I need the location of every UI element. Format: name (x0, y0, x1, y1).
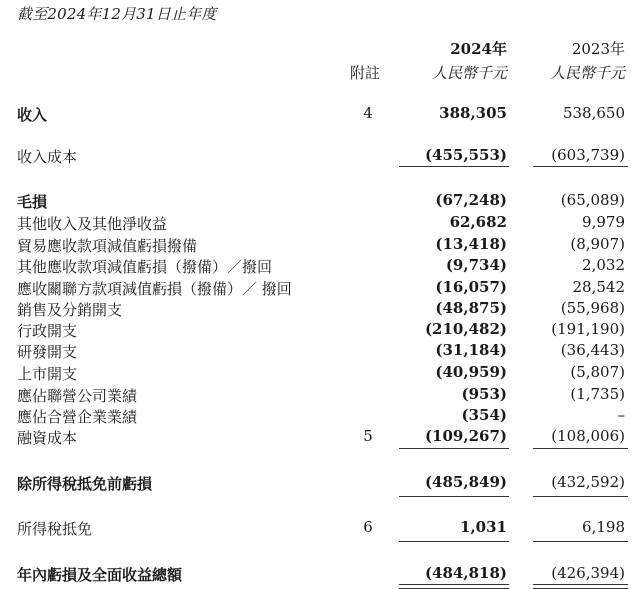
value-2024: 1,031 (460, 518, 507, 536)
col-2023-unit: 人民幣千元 (549, 64, 625, 82)
value-2023: 6,198 (582, 518, 625, 536)
underline-2024 (399, 496, 509, 497)
col-2024-year: 2024年 (450, 40, 507, 58)
col-2024-unit: 人民幣千元 (431, 64, 507, 82)
row-label: 所得稅抵免 (17, 520, 93, 538)
row-related-party-impairment (0, 278, 640, 300)
underline-2023 (533, 541, 628, 542)
row-label: 毛損 (17, 193, 48, 211)
underline-2023 (533, 166, 628, 167)
row-label: 銷售及分銷開支 (17, 301, 123, 319)
value-2023: (603,739) (551, 146, 625, 164)
row-listing-expenses (0, 363, 640, 385)
row-label: 應收關聯方款項減值虧損（撥備）／ 撥回 (17, 280, 292, 298)
value-2023: (1,735) (570, 385, 625, 403)
value-2024: (9,734) (445, 256, 507, 274)
row-loss-before-tax (0, 473, 640, 495)
value-2024: (953) (461, 385, 507, 403)
double-underline-2023 (533, 584, 628, 589)
row-admin-expenses (0, 320, 640, 342)
double-underline-2024 (399, 584, 509, 589)
row-label: 貿易應收款項減值虧損撥備 (17, 237, 198, 255)
row-gross-loss (0, 191, 640, 213)
underline-2024 (399, 541, 509, 542)
value-2024: (40,959) (435, 363, 507, 381)
row-label: 應佔合營企業業績 (17, 408, 138, 426)
note-column-header: 附註 (350, 64, 381, 82)
row-label: 年內虧損及全面收益總額 (17, 566, 183, 584)
value-2024: (16,057) (435, 278, 507, 296)
row-revenue (0, 104, 640, 126)
row-share-of-associates (0, 385, 640, 407)
value-2023: (36,443) (560, 341, 625, 359)
row-note: 5 (363, 427, 373, 445)
underline-2024 (399, 166, 509, 167)
row-label: 研發開支 (17, 343, 78, 361)
row-other-income (0, 213, 640, 235)
underline-2024 (399, 448, 509, 449)
row-label: 融資成本 (17, 429, 78, 447)
row-label: 收入成本 (17, 148, 78, 166)
row-note: 4 (363, 104, 373, 122)
row-note: 6 (363, 518, 373, 536)
value-2024: 62,682 (449, 213, 507, 231)
value-2024: (210,482) (424, 320, 507, 338)
value-2023: (5,807) (570, 363, 625, 381)
row-label: 上市開支 (17, 365, 78, 383)
row-share-of-joint-ventures (0, 406, 640, 428)
row-label: 其他應收款項減值虧損（撥備）／撥回 (17, 258, 273, 276)
value-2023: 28,542 (572, 278, 625, 296)
value-2024: (485,849) (424, 473, 507, 491)
value-2024: (109,267) (424, 427, 507, 445)
row-selling-expenses (0, 299, 640, 321)
value-2024: (484,818) (424, 564, 507, 582)
row-label: 行政開支 (17, 322, 78, 340)
row-trade-receivables-impairment (0, 235, 640, 257)
row-total-comprehensive-loss (0, 564, 640, 586)
value-2024: (455,553) (424, 146, 507, 164)
col-2023-year: 2023年 (571, 40, 625, 58)
value-2023: (108,006) (551, 427, 625, 445)
value-2023: (55,968) (560, 299, 625, 317)
value-2024: 388,305 (439, 104, 507, 122)
value-2023: (426,394) (551, 564, 625, 582)
row-label: 應佔聯營公司業績 (17, 387, 138, 405)
value-2023: (65,089) (560, 191, 625, 209)
value-2023: 9,979 (582, 213, 625, 231)
value-2024: (13,418) (435, 235, 507, 253)
underline-2023 (533, 448, 628, 449)
underline-2023 (533, 496, 628, 497)
value-2023: – (617, 406, 625, 424)
row-income-tax-credit (0, 518, 640, 540)
value-2023: (432,592) (551, 473, 625, 491)
value-2023: 538,650 (562, 104, 625, 122)
row-label: 收入 (17, 106, 48, 124)
value-2023: (191,190) (551, 320, 625, 338)
value-2023: (8,907) (570, 235, 625, 253)
value-2024: (354) (461, 406, 507, 424)
value-2024: (48,875) (435, 299, 507, 317)
row-label: 其他收入及其他淨收益 (17, 215, 168, 233)
row-rd-expenses (0, 341, 640, 363)
row-finance-costs (0, 427, 640, 449)
row-label: 除所得稅抵免前虧損 (17, 475, 153, 493)
value-2024: (31,184) (435, 341, 507, 359)
statement-caption: 截至2024年12月31日止年度 (17, 5, 217, 23)
row-other-receivables-impairment (0, 256, 640, 278)
value-2024: (67,248) (435, 191, 507, 209)
value-2023: 2,032 (582, 256, 625, 274)
row-cost-of-revenue (0, 146, 640, 168)
